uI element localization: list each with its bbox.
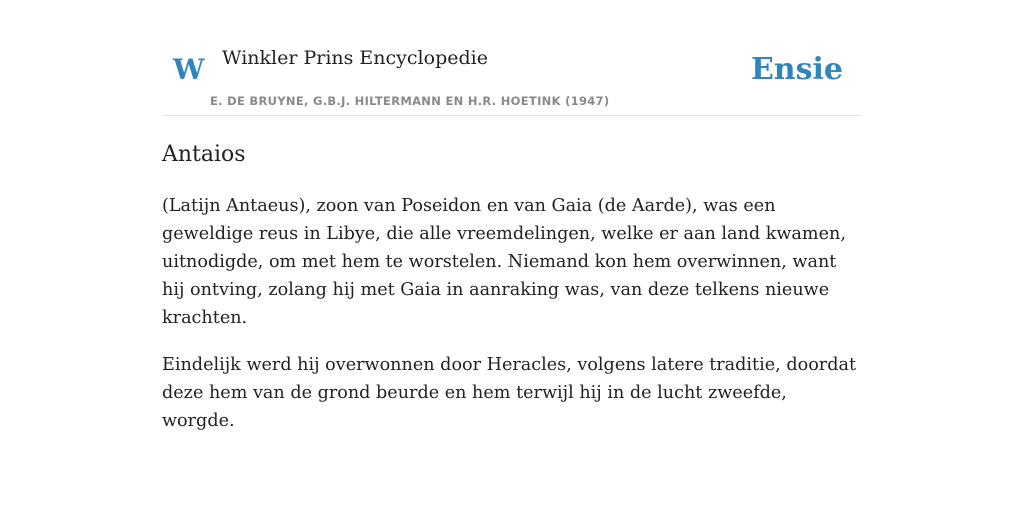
winkler-prins-logo[interactable]: W (173, 53, 205, 86)
article (162, 138, 862, 435)
authors-line: E. DE BRUYNE, G.B.J. HILTERMANN EN H.R. HOETINK (1947) (210, 94, 610, 108)
article-title: Antaios (162, 142, 246, 167)
article-paragraph: Eindelijk werd hij overwonnen door Heracles, volgens latere traditie, doordat deze hem van de grond beurde en hem terwijl hij in de lucht zweefde, worgde. (162, 355, 857, 431)
ensie-logo-link[interactable]: Ensie (750, 52, 843, 87)
encyclopedia-header (162, 40, 862, 116)
article-paragraph: (Latijn Antaeus), zoon van Poseidon en van Gaia (de Aarde), was een geweldige reus in Libye, die alle vreemdelingen, welke er aan land kwamen, uitnodigde, om met hem te worstelen. Niemand kon hem overwinnen, want hij ontving, zolang hij met Gaia in aanraking was, van deze telkens nieuwe krachten. (162, 196, 846, 328)
encyclopedia-title-link[interactable]: Winkler Prins Encyclopedie (222, 47, 488, 69)
